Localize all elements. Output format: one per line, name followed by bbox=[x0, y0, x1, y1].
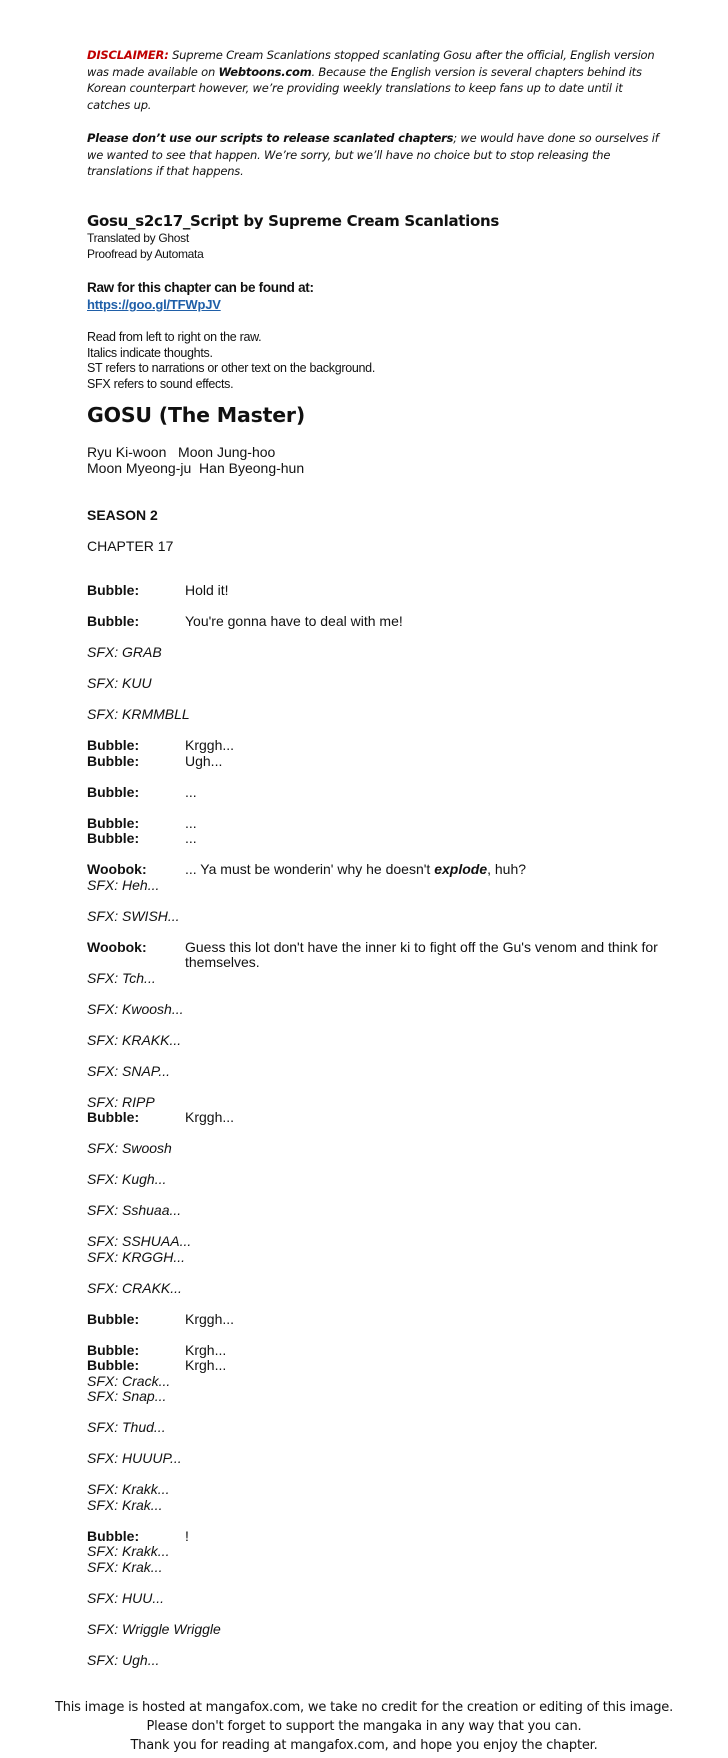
dialogue-text bbox=[185, 614, 665, 630]
note-item: ST refers to narrations or other text on the background. bbox=[87, 361, 375, 375]
footer-notice bbox=[0, 1698, 728, 1755]
sfx-line: SFX: CRAKK... bbox=[87, 1279, 182, 1296]
dialogue-text-part: Hold it! bbox=[185, 582, 229, 598]
speaker-label: Bubble: bbox=[87, 783, 140, 800]
season-label: SEASON 2 bbox=[87, 507, 158, 523]
disclaimer-warning-rest: ; we would have done so ourselves if we wanted to see that happen. We’re sorry, but we’ll have no choice but to stop releasing the translations if that happens. bbox=[87, 131, 659, 178]
sfx-line: SFX: KRGGH... bbox=[87, 1248, 186, 1265]
dialogue-text bbox=[185, 831, 665, 847]
line-gap bbox=[87, 800, 667, 816]
dialogue-text-part: , huh? bbox=[487, 861, 527, 877]
sfx-line: SFX: KRMMBLL bbox=[87, 706, 190, 722]
line-gap bbox=[87, 661, 667, 677]
dialogue-line bbox=[87, 816, 667, 832]
sfx-line: SFX: Kwoosh... bbox=[87, 1000, 184, 1017]
sfx-line: SFX: KRAKK... bbox=[87, 1031, 182, 1048]
dialogue-text bbox=[185, 738, 665, 754]
dialogue-text-part: You're gonna have to deal with me! bbox=[185, 613, 403, 629]
script-title: Gosu_s2c17_Script by Supreme Cream Scanlations bbox=[87, 212, 500, 230]
dialogue-text-part: ... Ya must be wonderin' why he doesn't bbox=[185, 861, 435, 877]
character-line: Ryu Ki-woon Moon Jung-hoo bbox=[87, 444, 276, 460]
disclaimer-text-a: Supreme Cream Scanlations stopped scanlating Gosu after the official, English version was made available on bbox=[87, 48, 655, 79]
disclaimer-text-b: . Because the English version is several chapters behind its Korean counterpart however, we’re providing weekly translations to keep fans up to date until it catches up. bbox=[87, 64, 642, 112]
dialogue-text-part: Krgh... bbox=[185, 1341, 227, 1358]
dialogue-line bbox=[87, 862, 667, 878]
sfx-line: SFX: Heh... bbox=[87, 876, 160, 893]
dialogue-text bbox=[185, 1529, 665, 1545]
speaker-label: Bubble: bbox=[87, 1357, 140, 1373]
line-gap bbox=[87, 1017, 667, 1033]
sfx-line: SFX: SWISH... bbox=[87, 907, 180, 924]
sfx-line: SFX: Kugh... bbox=[87, 1171, 167, 1187]
speaker-label: Bubble: bbox=[87, 737, 140, 753]
dialogue-text-part: Krggh... bbox=[185, 1310, 235, 1327]
line-gap bbox=[87, 1219, 667, 1235]
line-gap bbox=[87, 893, 667, 909]
reading-notes bbox=[87, 330, 667, 392]
line-gap bbox=[87, 1265, 667, 1281]
line-gap bbox=[87, 1188, 667, 1204]
line-gap bbox=[87, 1079, 667, 1095]
dialogue-line bbox=[87, 785, 667, 801]
sfx-line: SFX: HUU... bbox=[87, 1589, 165, 1606]
dialogue-text bbox=[185, 754, 665, 770]
line-gap bbox=[87, 1606, 667, 1622]
sfx-line: SFX: Swoosh bbox=[87, 1140, 172, 1156]
dialogue-text-part: ... bbox=[185, 783, 197, 800]
sfx-line: SFX: Crack... bbox=[87, 1372, 171, 1389]
dialogue-text-part: Krggh... bbox=[185, 737, 235, 753]
note-item: Read from left to right on the raw. bbox=[87, 330, 262, 344]
speaker-label: Bubble: bbox=[87, 814, 140, 831]
sfx-line: SFX: Ugh... bbox=[87, 1651, 160, 1668]
speaker-label: Bubble: bbox=[87, 752, 140, 769]
dialogue-line bbox=[87, 614, 667, 630]
script-lines bbox=[87, 583, 667, 1668]
dialogue-line bbox=[87, 1343, 667, 1359]
line-gap bbox=[87, 847, 667, 863]
character-list bbox=[87, 444, 304, 476]
dialogue-text-part: ... bbox=[185, 830, 197, 846]
line-gap bbox=[87, 986, 667, 1002]
speaker-label: Bubble: bbox=[87, 1527, 140, 1544]
disclaimer-paragraph-1 bbox=[87, 47, 662, 113]
dialogue-text-part: ! bbox=[185, 1527, 189, 1544]
dialogue-text-part: Guess this lot don't have the inner ki to fight off the Gu's venom and think for themselves. bbox=[185, 938, 658, 970]
translator-credit: Translated by Ghost bbox=[87, 231, 189, 245]
footer-line: Thank you for reading at mangafox.com, and hope you enjoy the chapter. bbox=[130, 1738, 598, 1753]
line-gap bbox=[87, 1405, 667, 1421]
raw-heading: Raw for this chapter can be found at: bbox=[87, 280, 314, 295]
footer-line: This image is hosted at mangafox.com, we take no credit for the creation or editing of this image. bbox=[54, 1700, 674, 1715]
line-gap bbox=[87, 1637, 667, 1653]
dialogue-line bbox=[87, 1312, 667, 1328]
proofreader-credit: Proofread by Automata bbox=[87, 246, 204, 261]
speaker-label: Woobok: bbox=[87, 861, 147, 877]
dialogue-text bbox=[185, 1343, 665, 1359]
speaker-label: Bubble: bbox=[87, 1310, 140, 1327]
line-gap bbox=[87, 1157, 667, 1173]
line-gap bbox=[87, 1467, 667, 1483]
dialogue-text bbox=[185, 862, 665, 878]
speaker-label: Bubble: bbox=[87, 1109, 140, 1125]
sfx-line: SFX: Tch... bbox=[87, 969, 156, 986]
sfx-line: SFX: SNAP... bbox=[87, 1062, 170, 1079]
dialogue-line bbox=[87, 738, 667, 754]
disclaimer-block bbox=[87, 47, 662, 197]
speaker-label: Bubble: bbox=[87, 1341, 140, 1358]
webtoons-site-name: Webtoons.com bbox=[218, 64, 312, 79]
dialogue-text bbox=[185, 785, 665, 801]
note-item: SFX refers to sound effects. bbox=[87, 376, 234, 391]
line-gap bbox=[87, 1327, 667, 1343]
dialogue-line bbox=[87, 754, 667, 770]
disclaimer-paragraph-2 bbox=[87, 130, 662, 180]
disclaimer-warning: Please don’t use our scripts to release scanlated chapters bbox=[87, 131, 454, 145]
note-item: Italics indicate thoughts. bbox=[87, 345, 213, 360]
footer-line: Please don't forget to support the mangaka in any way that you can. bbox=[146, 1719, 582, 1734]
dialogue-text bbox=[185, 583, 665, 599]
dialogue-text-part: Krggh... bbox=[185, 1109, 235, 1125]
sfx-line: SFX: GRAB bbox=[87, 644, 162, 660]
sfx-line: SFX: RIPP bbox=[87, 1093, 155, 1110]
dialogue-text bbox=[185, 816, 665, 832]
line-gap bbox=[87, 630, 667, 646]
speaker-label: Bubble: bbox=[87, 830, 140, 846]
speaker-label: Bubble: bbox=[87, 613, 140, 629]
line-gap bbox=[87, 924, 667, 940]
dialogue-line bbox=[87, 1110, 667, 1126]
line-gap bbox=[87, 1575, 667, 1591]
character-line: Moon Myeong-ju Han Byeong-hun bbox=[87, 460, 305, 476]
raw-link[interactable]: https://goo.gl/TFWpJV bbox=[87, 297, 221, 312]
emphasis-word: explode bbox=[434, 861, 488, 877]
line-gap bbox=[87, 1126, 667, 1142]
line-gap bbox=[87, 723, 667, 739]
line-gap bbox=[87, 1048, 667, 1064]
sfx-line: SFX: HUUUP... bbox=[87, 1450, 182, 1466]
line-gap bbox=[87, 1513, 667, 1529]
sfx-line: SFX: Krakk... bbox=[87, 1543, 170, 1559]
dialogue-line bbox=[87, 1358, 667, 1374]
line-gap bbox=[87, 1436, 667, 1452]
dialogue-text bbox=[185, 1312, 665, 1328]
dialogue-text-part: ... bbox=[185, 814, 197, 831]
sfx-line: SFX: Wriggle Wriggle bbox=[87, 1620, 221, 1637]
dialogue-text bbox=[185, 940, 665, 971]
script-header bbox=[87, 212, 667, 392]
sfx-line: SFX: Thud... bbox=[87, 1419, 166, 1435]
line-gap bbox=[87, 599, 667, 615]
dialogue-text bbox=[185, 1358, 665, 1374]
dialogue-line bbox=[87, 940, 667, 971]
chapter-label: CHAPTER 17 bbox=[87, 538, 174, 554]
sfx-line: SFX: Snap... bbox=[87, 1388, 167, 1404]
line-gap bbox=[87, 692, 667, 708]
sfx-line: SFX: KUU bbox=[87, 675, 152, 691]
sfx-line: SFX: Krak... bbox=[87, 1496, 163, 1513]
dialogue-text-part: Krgh... bbox=[185, 1357, 227, 1373]
dialogue-line bbox=[87, 1529, 667, 1545]
dialogue-line bbox=[87, 583, 667, 599]
sfx-line: SFX: Krakk... bbox=[87, 1481, 170, 1497]
speaker-label: Woobok: bbox=[87, 938, 147, 955]
dialogue-text bbox=[185, 1110, 665, 1126]
sfx-line: SFX: Sshuaa... bbox=[87, 1202, 182, 1218]
sfx-line: SFX: Krak... bbox=[87, 1558, 163, 1575]
dialogue-text-part: Ugh... bbox=[185, 752, 223, 769]
line-gap bbox=[87, 1296, 667, 1312]
series-title: GOSU (The Master) bbox=[87, 403, 306, 427]
disclaimer-label: DISCLAIMER: bbox=[87, 48, 169, 62]
line-gap bbox=[87, 769, 667, 785]
dialogue-line bbox=[87, 831, 667, 847]
speaker-label: Bubble: bbox=[87, 582, 140, 598]
sfx-line: SFX: SSHUAA... bbox=[87, 1233, 192, 1249]
